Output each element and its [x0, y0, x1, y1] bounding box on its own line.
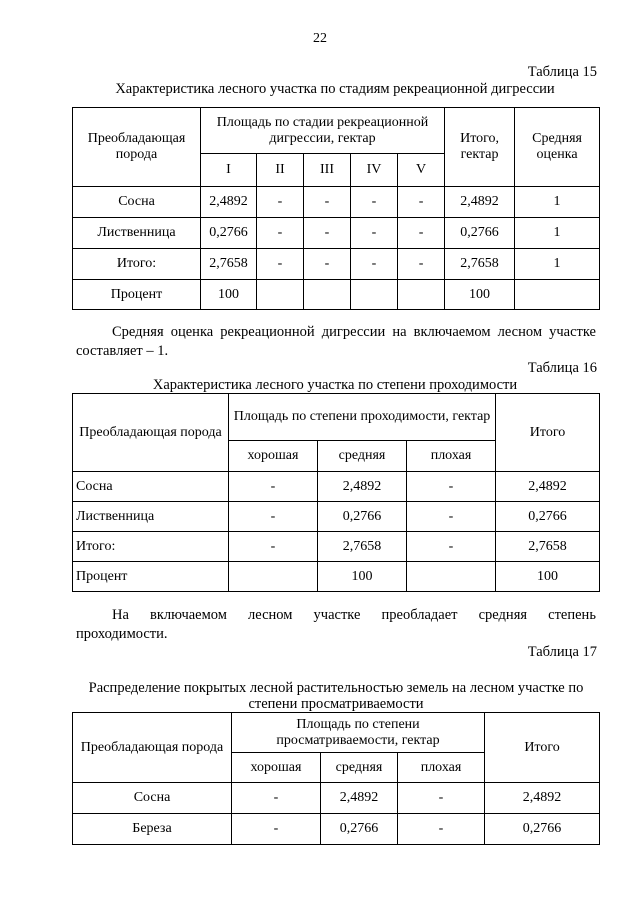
t17-cell: -	[398, 814, 485, 845]
paragraph-2-word: лесном	[248, 607, 293, 623]
paragraph-1-text: Средняя оценка рекреационной дигрессии на включаемом лесном участке составляет – 1.	[76, 324, 596, 359]
t16-cell: -	[229, 472, 318, 502]
t15-header-avg: Средняя оценка	[515, 108, 600, 187]
t17-cell: 2,4892	[485, 783, 600, 814]
table-row	[73, 532, 600, 562]
t16-cell: -	[407, 502, 496, 532]
t16-header-area: Площадь по степени проходимости, гектар	[229, 394, 496, 441]
table17	[72, 712, 600, 845]
t16-cell: 2,4892	[496, 472, 600, 502]
t17-sub-poor: плохая	[398, 753, 485, 783]
table17-title: Распределение покрытых лесной растительностью земель на лесном участке по степени просматриваемости	[88, 680, 584, 712]
t15-cell: -	[398, 187, 445, 218]
t17-cell: Береза	[73, 814, 232, 845]
t15-stage: II	[257, 154, 304, 187]
t15-cell	[398, 280, 445, 310]
t16-cell: -	[229, 532, 318, 562]
table-row	[73, 249, 600, 280]
table15-title: Характеристика лесного участка по стадиям рекреационной дигрессии	[115, 81, 555, 97]
paragraph-1	[76, 323, 596, 361]
table-row	[73, 218, 600, 249]
t16-sub-poor: плохая	[407, 441, 496, 472]
t17-header-total: Итого	[485, 713, 600, 783]
paragraph-2-word: участке	[313, 607, 361, 623]
t15-cell	[257, 280, 304, 310]
table-row	[73, 562, 600, 592]
t16-sub-medium: средняя	[318, 441, 407, 472]
t16-cell: 0,2766	[318, 502, 407, 532]
page-number: 22	[313, 31, 327, 46]
paragraph-2-word: средняя	[478, 607, 528, 623]
table16	[72, 393, 600, 592]
paragraph-2-word: включаемом	[150, 607, 227, 623]
t16-cell: 2,7658	[318, 532, 407, 562]
t15-header-species: Преобладающая порода	[73, 108, 201, 187]
t15-cell: -	[398, 218, 445, 249]
t15-cell	[304, 280, 351, 310]
t16-cell: 100	[496, 562, 600, 592]
paragraph-2-word: преобладает	[381, 607, 458, 623]
t15-stage: IV	[351, 154, 398, 187]
t15-stage: V	[398, 154, 445, 187]
table-row	[73, 814, 600, 845]
table-row	[73, 783, 600, 814]
t15-cell: -	[257, 218, 304, 249]
t15-cell: 100	[201, 280, 257, 310]
t17-sub-medium: средняя	[321, 753, 398, 783]
t15-header-total: Итого, гектар	[445, 108, 515, 187]
t16-cell: -	[229, 502, 318, 532]
t16-cell	[407, 562, 496, 592]
t16-cell: -	[407, 532, 496, 562]
table-row	[73, 472, 600, 502]
t15-cell: -	[304, 218, 351, 249]
t15-cell: -	[351, 187, 398, 218]
t15-cell: 1	[515, 187, 600, 218]
paragraph-2-word: степень	[548, 607, 596, 623]
t15-cell: Лиственница	[73, 218, 201, 249]
t15-cell: -	[257, 187, 304, 218]
t16-cell: 2,7658	[496, 532, 600, 562]
t15-cell: -	[304, 249, 351, 280]
t16-cell: Итого:	[73, 532, 229, 562]
table15	[72, 107, 600, 310]
t16-cell: Процент	[73, 562, 229, 592]
table-row	[73, 502, 600, 532]
t15-cell: -	[351, 249, 398, 280]
table16-label: Таблица 16	[527, 360, 597, 376]
t15-cell: Итого:	[73, 249, 201, 280]
t15-cell: 100	[445, 280, 515, 310]
table15-label: Таблица 15	[527, 64, 597, 80]
t15-cell	[515, 280, 600, 310]
t17-cell: 0,2766	[321, 814, 398, 845]
t17-cell: 0,2766	[485, 814, 600, 845]
t15-cell: 1	[515, 249, 600, 280]
t15-cell: 2,7658	[201, 249, 257, 280]
t17-header-area: Площадь по степени просматриваемости, гектар	[232, 713, 485, 753]
t15-cell: 0,2766	[445, 218, 515, 249]
t15-cell: -	[304, 187, 351, 218]
t17-cell: -	[398, 783, 485, 814]
t15-stage: III	[304, 154, 351, 187]
paragraph-2	[76, 606, 596, 644]
table17-label: Таблица 17	[527, 644, 597, 660]
t15-cell: 2,4892	[445, 187, 515, 218]
t17-cell: -	[232, 814, 321, 845]
t17-sub-good: хорошая	[232, 753, 321, 783]
paragraph-2-end: проходимости.	[76, 626, 168, 642]
table-row	[73, 187, 600, 218]
t15-cell: 1	[515, 218, 600, 249]
t15-cell: -	[257, 249, 304, 280]
t15-cell: 0,2766	[201, 218, 257, 249]
t16-cell: 0,2766	[496, 502, 600, 532]
t16-cell: 100	[318, 562, 407, 592]
t15-cell: -	[351, 218, 398, 249]
table16-title: Характеристика лесного участка по степени проходимости	[152, 377, 518, 393]
t17-cell: Сосна	[73, 783, 232, 814]
table-row	[73, 280, 600, 310]
t17-cell: -	[232, 783, 321, 814]
t15-cell: Процент	[73, 280, 201, 310]
t16-cell	[229, 562, 318, 592]
t16-cell: Сосна	[73, 472, 229, 502]
t16-cell: -	[407, 472, 496, 502]
t15-stage: I	[201, 154, 257, 187]
t15-cell	[351, 280, 398, 310]
t15-cell: 2,4892	[201, 187, 257, 218]
paragraph-2-word: На	[112, 607, 129, 623]
t16-cell: 2,4892	[318, 472, 407, 502]
t15-cell: 2,7658	[445, 249, 515, 280]
t15-header-area: Площадь по стадии рекреационной дигрессии, гектар	[201, 108, 445, 154]
t17-header-species: Преобладающая порода	[73, 713, 232, 783]
t15-cell: Сосна	[73, 187, 201, 218]
t16-header-total: Итого	[496, 394, 600, 472]
t16-header-species: Преобладающая порода	[73, 394, 229, 472]
t16-sub-good: хорошая	[229, 441, 318, 472]
t17-cell: 2,4892	[321, 783, 398, 814]
t15-cell: -	[398, 249, 445, 280]
t16-cell: Лиственница	[73, 502, 229, 532]
